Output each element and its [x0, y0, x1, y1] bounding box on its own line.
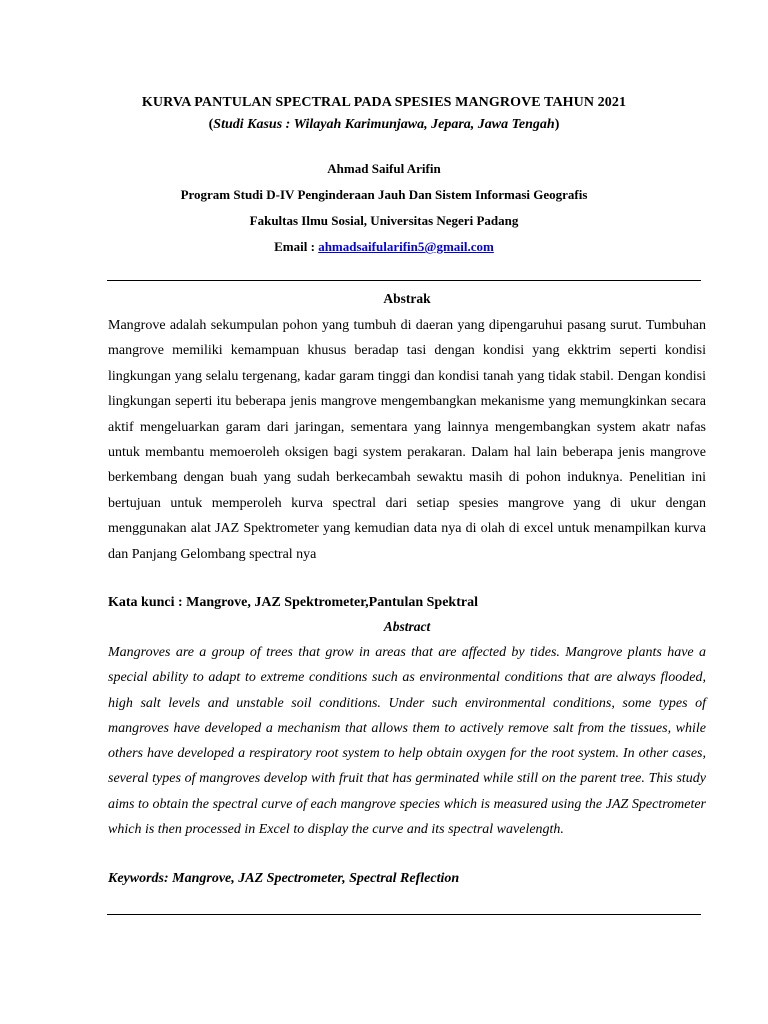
top-divider	[107, 280, 701, 281]
author-faculty: Fakultas Ilmu Sosial, Universitas Negeri Padang	[249, 213, 519, 228]
abstrak-keywords: Kata kunci : Mangrove, JAZ Spektrometer,Pantulan Spektral	[108, 595, 478, 610]
paper-title: KURVA PANTULAN SPECTRAL PADA SPESIES MANGROVE TAHUN 2021	[141, 95, 627, 110]
abstract-keywords: Keywords: Mangrove, JAZ Spectrometer, Spectral Reflection	[108, 871, 460, 886]
author-name: Ahmad Saiful Arifin	[327, 161, 441, 176]
subtitle-close-paren: )	[554, 117, 560, 132]
subtitle-open-paren: (	[208, 117, 214, 132]
subtitle-case-study: Studi Kasus : Wilayah Karimunjawa, Jepara, Jawa Tengah	[213, 117, 555, 132]
email-link[interactable]: ahmadsaifularifin5@gmail.com	[318, 239, 494, 254]
email-label: Email :	[274, 239, 319, 254]
author-program: Program Studi D-IV Penginderaan Jauh Dan Sistem Informasi Geografis	[180, 187, 588, 202]
author-email-line	[0, 237, 768, 257]
abstrak-heading: Abstrak	[383, 291, 431, 306]
abstrak-text: Mangrove adalah sekumpulan pohon yang tumbuh di daeran yang dipengaruhui pasang surut. Tumbuhan mangrove memiliki kemampuan khusus beradap tasi dengan kondisi yang ekktrim seperti kondisi lingkungan yang selalu tergenang, kadar garam tinggi dan kondisi tanah yang tidak stabil. Dengan kondisi lingkungan seperti itu beberapa jenis mangrove mengembangkan mekanisme yang memungkinkan secara aktif mengeluarkan garam dari jaringan, sementara yang lainnya mengembangkan system akatr nafas untuk membantu memoeroleh oksigen bagi system perakaran. Dalam hal lain beberapa jenis mangrove berkembang dengan buah yang sudah berkecambah sewaktu masih di pohon induknya. Penelitian ini bertujuan untuk memperoleh kurva spectral dari setiap spesies mangrove yang di ukur dengan menggunakan alat JAZ Spektrometer yang kemudian data nya di olah di excel untuk menampilkan kurva dan Panjang Gelombang spectral nya	[108, 318, 706, 562]
abstract-text: Mangroves are a group of trees that grow in areas that are affected by tides. Mangrove plants have a special ability to adapt to extreme conditions such as environmental conditions that are always flooded, high salt levels and unstable soil conditions. Under such environmental conditions, some types of mangroves have developed a mechanism that allows them to actively remove salt from the tissues, while others have developed a respiratory root system to help obtain oxygen for the root system. In other cases, several types of mangroves develop with fruit that has germinated while still on the parent tree. This study aims to obtain the spectral curve of each mangrove species which is measured using the JAZ Spectrometer which is then processed in Excel to display the curve and its spectral wavelength.	[108, 645, 706, 838]
author-block	[0, 159, 768, 257]
bottom-divider	[107, 914, 701, 915]
abstract-heading: Abstract	[383, 619, 431, 634]
paper-subtitle	[0, 115, 768, 135]
paper-header	[0, 93, 768, 263]
